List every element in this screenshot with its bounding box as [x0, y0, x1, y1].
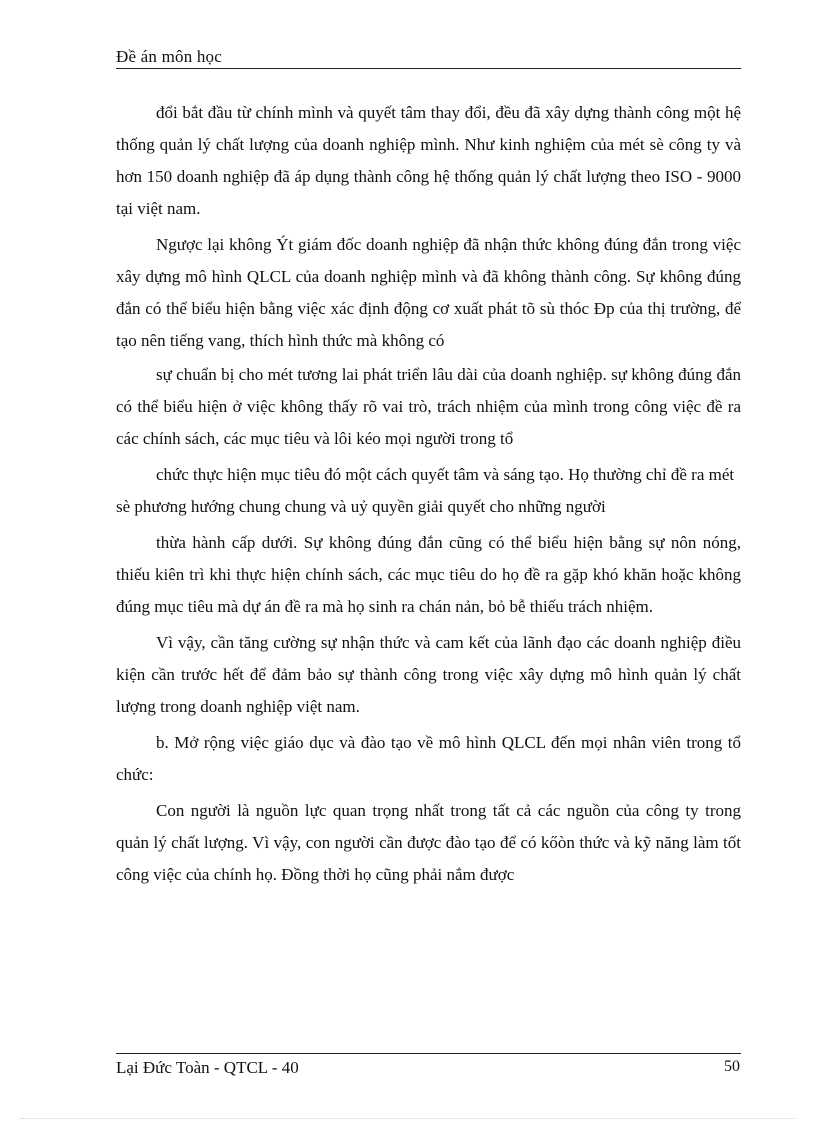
- paragraph-7: Con người là nguồn lực quan trọng nhất trong tất cả các nguồn của công ty trong quản lý chất lượng. Vì vậy, con người cần được đào tạo để có kőòn thức và kỹ năng làm tốt công việc của chính họ. Đồng thời họ cũng phải nắm được: [116, 801, 741, 884]
- page-number: 50: [724, 1058, 740, 1075]
- document-body: [116, 97, 741, 895]
- page-bottom-edge: [20, 1118, 796, 1119]
- header-divider: [116, 68, 741, 69]
- section-heading-b: b. Mở rộng việc giáo dục và đào tạo về mô hình QLCL đến mọi nhân viên trong tổ chức:: [116, 733, 741, 784]
- paragraph-3: sự chuẩn bị cho mét tương lai phát triển lâu dài của doanh nghiệp. sự không đúng đắn có thể biểu hiện ở việc không thấy rõ vai trò, trách nhiệm của mình trong công việc đề ra các chính sách, các mục tiêu và lôi kéo mọi người trong tổ: [116, 365, 741, 448]
- paragraph-2: Ngược lại không Ýt giám đốc doanh nghiệp đã nhận thức không đúng đắn trong việc xây dựng mô hình QLCL của doanh nghiệp mình và đã không thành công. Sự không đúng đắn có thể biểu hiện bằng việc xác định động cơ xuất phát tõ sù thóc Đp của thị trường, để tạo nên tiếng vang, thích hình thức mà không có: [116, 235, 741, 350]
- footer-divider: [116, 1053, 741, 1054]
- paragraph-4: chức thực hiện mục tiêu đó một cách quyết tâm và sáng tạo. Họ thường chỉ đề ra mét sè phương hướng chung chung và uỷ quyền giải quyết cho những người: [116, 465, 735, 516]
- footer-author: Lại Đức Toàn - QTCL - 40: [116, 1058, 299, 1077]
- paragraph-1: đổi bắt đầu từ chính mình và quyết tâm thay đổi, đều đã xây dựng thành công một hệ thống quản lý chất lượng của doanh nghiệp mình. Như kinh nghiệm của mét sè công ty và hơn 150 doanh nghiệp đã áp dụng thành công hệ thống quản lý chất lượng theo ISO - 9000 tại việt nam.: [116, 103, 741, 218]
- paragraph-5: thừa hành cấp dưới. Sự không đúng đắn cũng có thể biểu hiện bằng sự nôn nóng, thiếu kiên trì khi thực hiện chính sách, các mục tiêu do họ đề ra gặp khó khăn hoặc không đúng mục tiêu mà dự án đề ra mà họ sinh ra chán nản, bỏ bễ thiếu trách nhiệm.: [116, 533, 741, 616]
- header-title: Đề án môn học: [116, 47, 222, 66]
- paragraph-6: Vì vậy, cần tăng cường sự nhận thức và cam kết của lãnh đạo các doanh nghiệp điều kiện cần trước hết để đảm bảo sự thành công trong việc xây dựng mô hình quản lý chất lượng trong doanh nghiệp việt nam.: [116, 633, 741, 716]
